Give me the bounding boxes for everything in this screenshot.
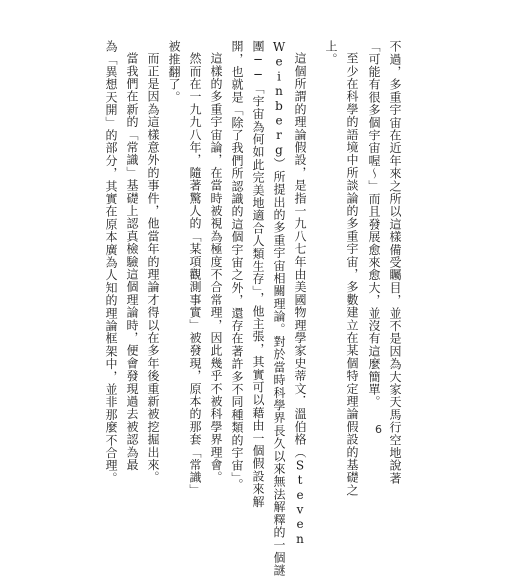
text-line: 不過，多重宇宙在近年來之所以這樣備受矚目，並不是因為大家天馬行空地說著 xyxy=(388,40,402,485)
text-line: Weinberg）所提出的多重宇宙相關理論。對於當時科學界長久以來無法解釋的一個謎 xyxy=(272,40,286,577)
text-line: 而正是因為這樣意外的事件，他當年的理論才得以在多年後重新被挖掘出來。 xyxy=(146,52,160,484)
text-line: 「可能有很多個宇宙喔～」而且發展愈來愈大，並沒有這麼簡單。 xyxy=(367,40,381,409)
text-line: 這個所謂的理論假設，是指一九八七年由美國物理學家史蒂文．溫伯格（Steven xyxy=(293,52,307,547)
page-number: 6 xyxy=(375,423,382,436)
text-line: 然而在一九九八年，隨著驚人的「某項觀測事實」被發現，原本的那套「常識」 xyxy=(188,52,202,497)
text-line: 團──「宇宙為何如此完美地適合人類生存」，他主張，其實可以藉由一個假設來解 xyxy=(251,40,265,508)
text-line: 上。 xyxy=(324,40,338,66)
text-line: 開，也就是「除了我們所認識的這個宇宙之外，還存在著許多不同種類的宇宙」。 xyxy=(230,40,244,492)
text-line: 為「異想天開」的部分，其實在原本廣為人知的理論框架中，並非那麼不合理。 xyxy=(104,40,118,485)
text-line: 這樣的多重宇宙論，在當時被視為極度不合常理，因此幾乎不被科學界理會。 xyxy=(209,52,223,484)
text-line: 當我們在新的「常識」基礎上認真檢驗這個理論時，便會發現過去被認為最 xyxy=(125,52,139,472)
text-line: 至少在科學的語境中所談論的多重宇宙，多數建立在某個特定理論假設的基礎之 xyxy=(345,52,359,497)
text-line: 被推翻了。 xyxy=(167,40,181,104)
